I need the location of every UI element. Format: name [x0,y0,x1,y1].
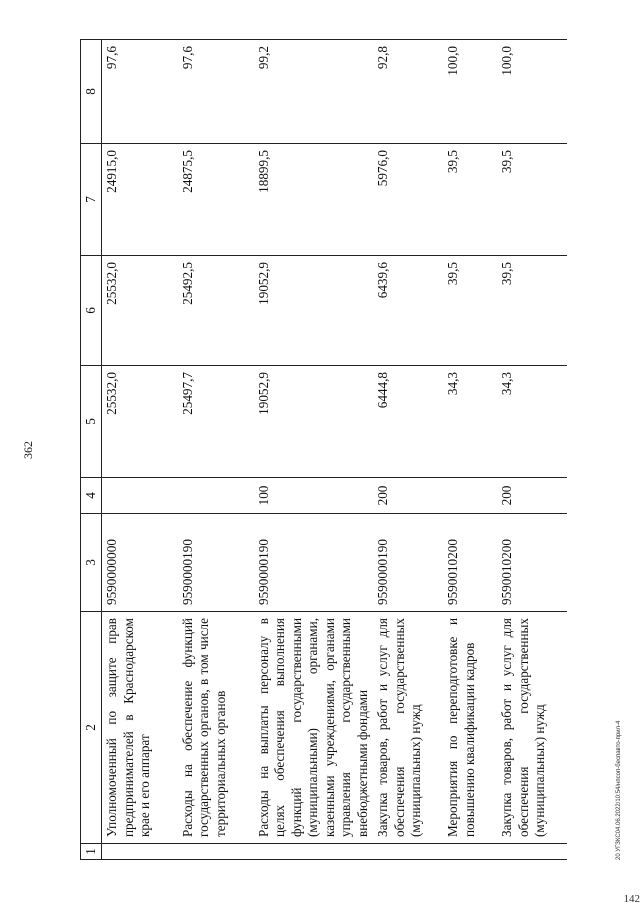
value-col8: 100,0 [497,40,567,144]
table-row [497,40,567,860]
value-col8: 99,2 [254,40,374,144]
value-col7: 5976,0 [373,144,443,256]
budget-table [80,39,567,860]
value-col8: 100,0 [443,40,497,144]
value-col8: 92,8 [373,40,443,144]
target-code: 9590000190 [373,514,443,612]
value-col5: 34,3 [443,366,497,478]
column-header: 4 [81,478,102,514]
value-col6: 25492,5 [178,256,254,366]
value-col5: 19052,9 [254,366,374,478]
value-col5: 25497,7 [178,366,254,478]
column-header: 6 [81,256,102,366]
row-name: Мероприятия по переподготовке и повышению квалификации кадров [443,612,497,844]
value-col6: 6439,6 [373,256,443,366]
target-code: 9590010200 [497,514,567,612]
value-col6: 25532,0 [102,256,178,366]
value-col7: 24875,5 [178,144,254,256]
value-col5: 34,3 [497,366,567,478]
table-header-row [81,40,102,860]
page-number: 362 [21,441,35,459]
row-name: Уполномоченный по защите прав предпринимателей в Краснодарском крае и его аппарат [102,612,178,844]
expense-type [178,478,254,514]
expense-type [102,478,178,514]
target-code: 9590000190 [178,514,254,612]
table-row [102,40,178,860]
row-name: Закупка товаров, работ и услуг для обеспечения государственных (муниципальных) нужд [373,612,443,844]
row-name: Расходы на выплаты персоналу в целях обеспечения выполнения функций государственными (муниципальными) органами, казенными учреждениями, органами управления государственными внебюджетными фондами [254,612,374,844]
row-name: Расходы на обеспечение функций государственных органов, в том числе территориальных органов [178,612,254,844]
target-code: 9590000190 [254,514,374,612]
target-code: 9590000000 [102,514,178,612]
corner-page-mark: 142 [623,893,640,905]
column-header: 1 [81,844,102,860]
value-col8: 97,6 [102,40,178,144]
table-row [254,40,374,860]
value-col7: 24915,0 [102,144,178,256]
target-code: 9590010200 [443,514,497,612]
table-row [178,40,254,860]
value-col7: 39,5 [497,144,567,256]
value-col6: 39,5 [443,256,497,366]
column-header: 7 [81,144,102,256]
rotated-table-area [80,40,610,860]
value-col6: 19052,9 [254,256,374,366]
expense-type [443,478,497,514]
value-col8: 97,6 [178,40,254,144]
value-col5: 6444,8 [373,366,443,478]
expense-type: 200 [373,478,443,514]
value-col7: 39,5 [443,144,497,256]
value-col5: 25532,0 [102,366,178,478]
expense-type: 200 [497,478,567,514]
column-header: 2 [81,612,102,844]
value-col6: 39,5 [497,256,567,366]
table-row [443,40,497,860]
column-header: 8 [81,40,102,144]
document-stamp: 20 УГЗКС04.06.2022/10:54/нпсоп-беспавто-прил-4 [616,720,622,860]
expense-type: 100 [254,478,374,514]
table-row [373,40,443,860]
row-name: Закупка товаров, работ и услуг для обеспечения государственных (муниципальных) нужд [497,612,567,844]
column-header: 5 [81,366,102,478]
value-col7: 18899,5 [254,144,374,256]
column-header: 3 [81,514,102,612]
